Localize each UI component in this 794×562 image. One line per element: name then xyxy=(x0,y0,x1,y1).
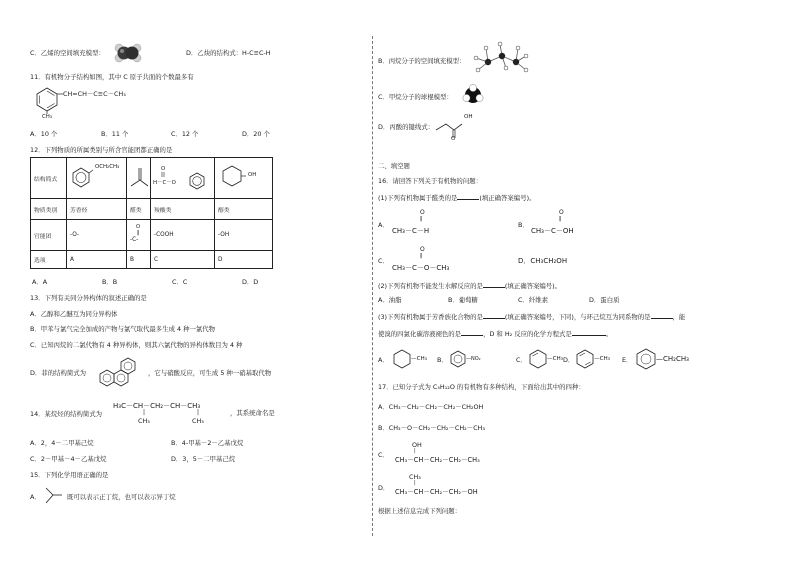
q15-option-a-post: 既可以表示正丁烷，也可以表示异丁烷 xyxy=(67,493,176,501)
q12-option-b: B．B xyxy=(102,278,118,286)
table-cell: -O- xyxy=(67,220,127,251)
table-cell: 芳香烃 xyxy=(67,199,127,220)
benzene-ring-icon xyxy=(635,347,657,371)
q12-option-c: C．C xyxy=(172,278,188,286)
q14-option-b: B．4-甲基－2－乙基戊烷 xyxy=(171,439,244,447)
q13-option-c: C．已知丙烷的二氯代物有 4 种异构体，则其六氯代物的异构体数目为 4 种 xyxy=(30,341,243,349)
q16-opt-b-o: O xyxy=(559,209,564,216)
bond-line-icon: | xyxy=(143,409,146,416)
q14-formula: H₃C－CH－CH₂－CH－CH₃ xyxy=(113,402,201,410)
q17-option-b: B．CH₃－O－CH₂－CH₂－CH₂－CH₃ xyxy=(378,424,485,432)
q12-struct-d xyxy=(215,158,273,199)
q16-3-opt-b-label: B． xyxy=(437,356,448,364)
bond-line-icon: | xyxy=(414,480,416,486)
section-title-fill-in: 二、填空题 xyxy=(378,162,410,170)
q12-oh: OH xyxy=(248,172,257,178)
cyclohexene-ring-icon xyxy=(528,348,548,370)
double-bond-icon: ‖ xyxy=(137,230,140,236)
q12-struct-b xyxy=(127,158,151,199)
q16-opt-a-formula: CH₃－C－H xyxy=(392,227,430,235)
q14-option-d: D．3，5－二甲基己烷 xyxy=(171,455,236,463)
table-row xyxy=(31,251,273,269)
q12-stem: 12．下列物质的所属类别与所含官能团都正确的是 xyxy=(30,146,173,154)
q15-option-b: B．丙烷分子的空间填充模型： xyxy=(378,57,466,65)
q11-option-a: A．10 个 xyxy=(30,130,58,138)
q12-table xyxy=(30,157,273,269)
q16-part3-mid: (填正确答案编号，下同)，与环己烷互为同系物的是 xyxy=(504,313,651,321)
q12-option-d: D．D xyxy=(242,278,259,286)
q14-tail: ，其系统命名是 xyxy=(230,409,275,417)
q14-option-c: C．2－甲基－4－乙基戊烷 xyxy=(30,455,107,463)
q17-c-formula: CH₃－CH－CH₂－CH₂－CH₃ xyxy=(395,456,480,464)
table-cell: 羧酸类 xyxy=(151,199,215,220)
bond-line-icon: | xyxy=(414,448,416,454)
butane-skeleton-icon xyxy=(44,486,64,506)
table-cell: B xyxy=(127,251,151,269)
q13-option-a: A．乙醇和乙醚互为同分异构体 xyxy=(30,310,118,318)
column-divider xyxy=(372,36,373,536)
q16-2-option-b: B．葡萄糖 xyxy=(448,296,478,304)
answer-blank[interactable] xyxy=(461,330,483,336)
table-cell: A xyxy=(67,251,127,269)
q12-row-class-label: 物质类别 xyxy=(31,199,67,220)
q17-option-c-pre: C． xyxy=(378,451,389,459)
q12-struct-a xyxy=(67,158,127,199)
q15-option-c: C．甲烷分子的球棍模型： xyxy=(378,93,453,101)
q13-option-b: B．甲苯与氯气完全加成的产物与氯气取代最多生成 4 种一氯代物 xyxy=(30,325,216,333)
q15-d-o: O xyxy=(451,136,456,142)
q16-part1-text: (1)下列有机物属于醛类的是 xyxy=(378,194,458,202)
svg-text:O: O xyxy=(161,166,166,172)
double-bond-icon: ‖ xyxy=(559,216,562,222)
q17-c-oh: OH xyxy=(412,441,422,449)
q16-opt-c-formula: CH₃－C－O－CH₃ xyxy=(392,264,450,272)
table-cell: 醇类 xyxy=(215,199,273,220)
q16-3-opt-b-group: —NO₂ xyxy=(466,356,481,362)
q16-part3-text: (3)下列有机物属于芳香族化合物的是 xyxy=(378,313,483,321)
q16-3-opt-d-label: D． xyxy=(563,356,575,364)
q11-ch3: CH₃ xyxy=(42,114,52,120)
formate-ester-icon xyxy=(153,162,213,194)
q14-option-a: A．2，4－二甲基己烷 xyxy=(30,439,94,447)
phenanthrene-icon xyxy=(97,358,147,390)
q16-part3b-mid: ，D 和 H₂ 反应的化学方程式是 xyxy=(483,330,572,338)
q12-row-opt-label: 选项 xyxy=(31,251,67,269)
q17-option-d-pre: D． xyxy=(378,484,390,492)
q11-option-d: D．20 个 xyxy=(242,130,270,138)
table-row xyxy=(31,158,273,199)
q16-stem: 16．请回答下列关于有机物的问题： xyxy=(378,177,482,185)
q17-option-a: A．CH₃－CH₂－CH₂－CH₂－CH₂OH xyxy=(378,403,484,411)
q16-part3b-text: 使溴的四氯化碳溶液褪色的是 xyxy=(378,330,462,338)
q16-opt-b-formula: CH₃－C－OH xyxy=(531,227,574,235)
propane-ball-stick-model xyxy=(468,40,530,74)
q11-option-c: C．12 个 xyxy=(171,130,199,138)
q15-option-a-pre: A． xyxy=(30,493,41,501)
q16-part2 xyxy=(378,282,561,289)
double-bond-icon: ‖ xyxy=(420,253,423,259)
q11-chain: CH=CH－C≡C－CH₃ xyxy=(63,90,126,98)
q16-part3 xyxy=(378,313,685,320)
table-row xyxy=(31,220,273,251)
q15-stem: 15．下列化学用语正确的是 xyxy=(30,471,109,479)
q12-struct-c xyxy=(151,158,215,199)
q13-option-d-pre: D．菲的结构简式为 xyxy=(30,369,87,377)
q11-option-b: B．11 个 xyxy=(101,130,129,138)
answer-blank[interactable] xyxy=(651,313,673,319)
q16-opt-d: D．CH₃CH₂OH xyxy=(518,257,568,265)
q12-row-fg-label: 官能团 xyxy=(31,220,67,251)
answer-blank[interactable] xyxy=(572,330,606,336)
q10-option-c: C．乙烯的空间填充模型： xyxy=(30,49,105,57)
q16-3-opt-a-group: —CH₃ xyxy=(411,356,427,362)
q16-2-option-d: D．蛋白质 xyxy=(589,296,620,304)
q15-d-oh: OH xyxy=(464,114,473,120)
q16-part1-tail: (填正确答案编号)。 xyxy=(479,194,536,202)
benzene-ring-icon xyxy=(71,164,91,188)
table-cell: -OH xyxy=(215,220,273,251)
acetone-skeleton-icon xyxy=(129,164,149,192)
table-cell xyxy=(127,220,151,251)
q12-row-struct-label: 结构简式 xyxy=(31,158,67,199)
q10-option-d: D．乙炔的结构式：H-C≡C-H xyxy=(186,49,271,57)
q16-part1 xyxy=(378,194,535,201)
q12-fg-b-o: O xyxy=(136,224,141,230)
q16-opt-a-label: A． xyxy=(378,221,389,229)
q14-ch3-a: CH₃ xyxy=(138,417,150,425)
q16-part3b xyxy=(378,330,612,337)
q14-ch3-b: CH₃ xyxy=(192,417,204,425)
q13-option-d-post: ，它与硝酸反应，可生成 5 种一硝基取代物 xyxy=(148,369,272,377)
q16-3-opt-a-label: A． xyxy=(378,356,389,364)
q16-part2-text: (2)下列有机物不能发生水解反应的是 xyxy=(378,282,483,290)
q16-3-opt-d-group: —CH₃ xyxy=(594,356,610,362)
q16-3-opt-e-label: E． xyxy=(622,356,633,364)
table-cell: C xyxy=(151,251,215,269)
ethylene-space-filling-model xyxy=(113,42,143,64)
q16-2-option-c: C．纤维素 xyxy=(518,296,549,304)
q16-part3-end: ，能 xyxy=(672,313,686,321)
cyclohexadiene-ring-icon xyxy=(575,348,595,370)
q17-end: 根据上述信息完成下列问题： xyxy=(378,507,462,515)
q16-2-option-a: A．油脂 xyxy=(378,296,402,304)
q13-stem: 13．下列有关同分异构体的叙述正确的是 xyxy=(30,294,147,302)
cyclohexane-ring-icon xyxy=(392,348,412,370)
methane-model-icon xyxy=(462,84,484,106)
q16-part3b-end: 。 xyxy=(605,330,613,338)
q12-option-a: A．A xyxy=(32,278,48,286)
q16-3-opt-c-label: C． xyxy=(516,356,527,364)
answer-blank[interactable] xyxy=(483,282,505,288)
q16-opt-a-o: O xyxy=(420,209,425,216)
q17-stem: 17．已知分子式为 C₅H₁₂O 的有机物有多种结构，下面给出其中的四种： xyxy=(378,383,585,391)
q14-stem: 14．某烷烃的结构简式为 xyxy=(30,410,103,418)
q16-opt-c-label: C． xyxy=(378,257,389,265)
q16-3-opt-c-group: —CH₃ xyxy=(547,356,563,362)
q11-stem: 11．有机物分子结构如图，其中 C 原子共面的个数最多有 xyxy=(30,73,194,81)
q16-opt-b-label: B． xyxy=(518,221,529,229)
bond-line-icon: | xyxy=(197,409,200,416)
q12-och2ch3: OCH₂CH₃ xyxy=(95,164,120,170)
answer-blank[interactable] xyxy=(483,313,505,319)
q17-d-formula: CH₃－CH－CH₂－CH₂－OH xyxy=(395,488,478,496)
table-cell: 醛类 xyxy=(127,199,151,220)
q16-opt-c-o: O xyxy=(420,246,425,253)
table-row xyxy=(31,199,273,220)
cyclohexanol-icon xyxy=(221,164,251,192)
svg-text:H－C－O: H－C－O xyxy=(153,180,176,186)
q15-option-d: D．丙酸的键线式： xyxy=(378,123,435,131)
double-bond-icon: ‖ xyxy=(420,216,423,222)
q16-3-opt-e-group: —CH₂CH₃ xyxy=(656,355,689,363)
q12-fg-b: -C- xyxy=(130,237,139,243)
table-cell: -COOH xyxy=(151,220,215,251)
q17-d-ch3: CH₃ xyxy=(409,473,421,481)
answer-blank[interactable] xyxy=(457,194,479,200)
q16-part2-tail: (填正确答案编号)。 xyxy=(504,282,562,290)
benzene-ring-icon xyxy=(449,350,467,370)
table-cell: D xyxy=(215,251,273,269)
